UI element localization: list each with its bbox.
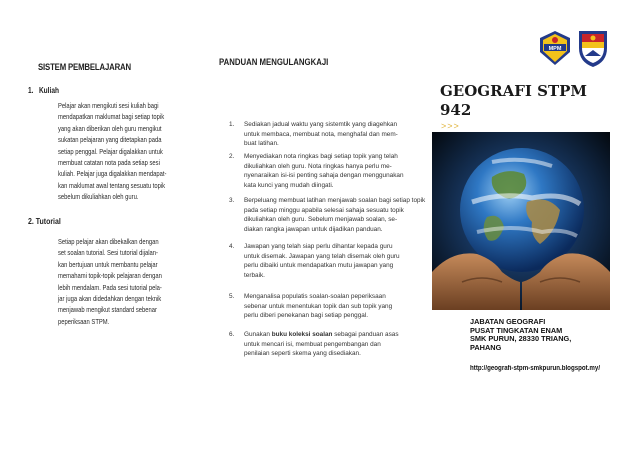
item-line: pada setiap minggu apabila selesai sahaja sesuatu topik xyxy=(244,206,404,214)
item-line: sebenar untuk menentukan topik dan sub topik yang xyxy=(244,302,393,310)
kuliah-paragraph xyxy=(58,100,210,203)
kuliah-line: sukatan pelajaran yang ditetapkan pada xyxy=(58,135,162,145)
kuliah-line: sebelum dikuliahkan oleh guru. xyxy=(58,192,139,202)
item-line: nyenaraikan isi-isi penting sahaja dengan menggunakan xyxy=(244,172,404,180)
tutorial-line: set soalan tutorial. Sesi tutorial dijalan- xyxy=(58,248,158,258)
item-line-first xyxy=(244,330,399,340)
info-line: JABATAN GEOGRAFI xyxy=(470,319,546,326)
item-number: 4. xyxy=(229,243,235,250)
kuliah-line: kan maklumat awal tentang sesuatu topik xyxy=(58,180,166,190)
tutorial-line: memahami topik-topik pelajaran dengan xyxy=(58,271,162,281)
kuliah-line: membuat catatan nota pada setiap sesi xyxy=(58,158,160,168)
title-line-2: 942 xyxy=(440,101,472,119)
tutorial-line: Setiap pelajar akan dibekalkan dengan xyxy=(58,237,159,246)
item-pre: Gunakan xyxy=(244,331,272,338)
school-crest-logo xyxy=(575,28,611,68)
tutorial-paragraph xyxy=(58,236,210,327)
item-number: 5. xyxy=(229,293,235,300)
item-line: Berpeluang membuat latihan menjawab soalan bagi setiap topik xyxy=(244,197,426,204)
item-number: 6. xyxy=(229,331,235,338)
kuliah-number: 1. xyxy=(28,86,34,95)
page-title xyxy=(440,82,587,120)
item-line: Menganalisa populatis soalan-soalan peperiksaan xyxy=(244,293,386,300)
tutorial-line: lebih mendalam. Pada sesi tutorial pela- xyxy=(58,282,162,292)
item-line: perlu dibaiki untuk mendapatkan mutu jawapan yang xyxy=(244,262,394,270)
item-line: untuk membaca, membuat nota, menghafal dan mem- xyxy=(244,130,398,138)
item-line: diakan rangka jawapan untuk dijadikan panduan. xyxy=(244,225,383,233)
info-line: PUSAT TINGKATAN ENAM xyxy=(470,327,563,335)
info-line: SMK PURUN, 28330 TRIANG, xyxy=(470,336,572,344)
arrow-decoration: >>> xyxy=(441,121,460,131)
item-line: dikuliahkan oleh guru. Sebelum menjawab soalan, se- xyxy=(244,216,398,224)
tutorial-line: peperiksaan STPM. xyxy=(58,316,110,326)
sistem-pembelajaran-heading: SISTEM PEMBELAJARAN xyxy=(38,62,131,73)
mpm-logo-text: MPM xyxy=(548,45,562,52)
mpm-logo xyxy=(538,30,572,66)
tutorial-line: menjawab mengikut standard sebenar xyxy=(58,305,157,315)
item-line: untuk disemak. Jawapan yang telah disemak oleh guru xyxy=(244,252,400,260)
item-line: untuk mencari isi, membuat pengembangan dan xyxy=(244,340,381,348)
item-number: 1. xyxy=(229,121,235,128)
item-line: Menyediakan nota ringkas bagi setiap topik yang telah xyxy=(244,153,398,160)
info-line: PAHANG xyxy=(470,344,502,352)
tutorial-heading: 2. Tutorial xyxy=(28,216,61,226)
item-post: sebagai panduan asas xyxy=(332,331,399,338)
item-number: 3. xyxy=(229,197,235,204)
item-line: kata kunci yang mudah diingati. xyxy=(244,181,334,189)
tutorial-line: kan bertujuan untuk membantu pelajar xyxy=(58,259,158,269)
item-line: Sediakan jadual waktu yang sistemtik yang diagehkan xyxy=(244,121,398,128)
item-line: perlu diberi penekanan bagi setiap penggal. xyxy=(244,312,369,320)
tutorial-line: jar juga akan didedahkan dengan teknik xyxy=(58,294,162,304)
department-info xyxy=(470,319,571,353)
blog-url-link[interactable]: http://geografi-stpm-smkpurun.blogspot.my/ xyxy=(470,365,601,372)
title-line-1: GEOGRAFI STPM xyxy=(440,82,587,100)
globe-in-hands-image xyxy=(432,132,610,310)
kuliah-line: mendapatkan maklumat bagi setiap topik xyxy=(58,112,165,122)
item-line: Jawapan yang telah siap perlu dihantar kepada guru xyxy=(244,243,393,250)
item-line: terbaik. xyxy=(244,271,265,279)
kuliah-line: kuliah. Pelajar juga digalakkan mendapat- xyxy=(58,169,167,179)
panduan-heading: PANDUAN MENGULANGKAJI xyxy=(219,57,329,68)
kuliah-line: setiap penggal. Pelajar digalakkan untuk xyxy=(58,146,163,156)
kuliah-heading xyxy=(28,86,59,95)
item-line: dikuliahkan oleh guru. Nota ringkas hanya perlu me- xyxy=(244,162,392,170)
kuliah-line: yang akan diberikan oleh guru mengikut xyxy=(58,123,162,133)
item-number: 2. xyxy=(229,153,235,160)
kuliah-label: Kuliah xyxy=(38,86,59,95)
item-line: penilaian seperti skema yang disediakan. xyxy=(244,350,361,358)
item-bold: buku koleksi soalan xyxy=(271,331,333,338)
kuliah-line: Pelajar akan mengikuti sesi kuliah bagi xyxy=(58,101,159,110)
item-line: buat latihan. xyxy=(244,140,279,148)
